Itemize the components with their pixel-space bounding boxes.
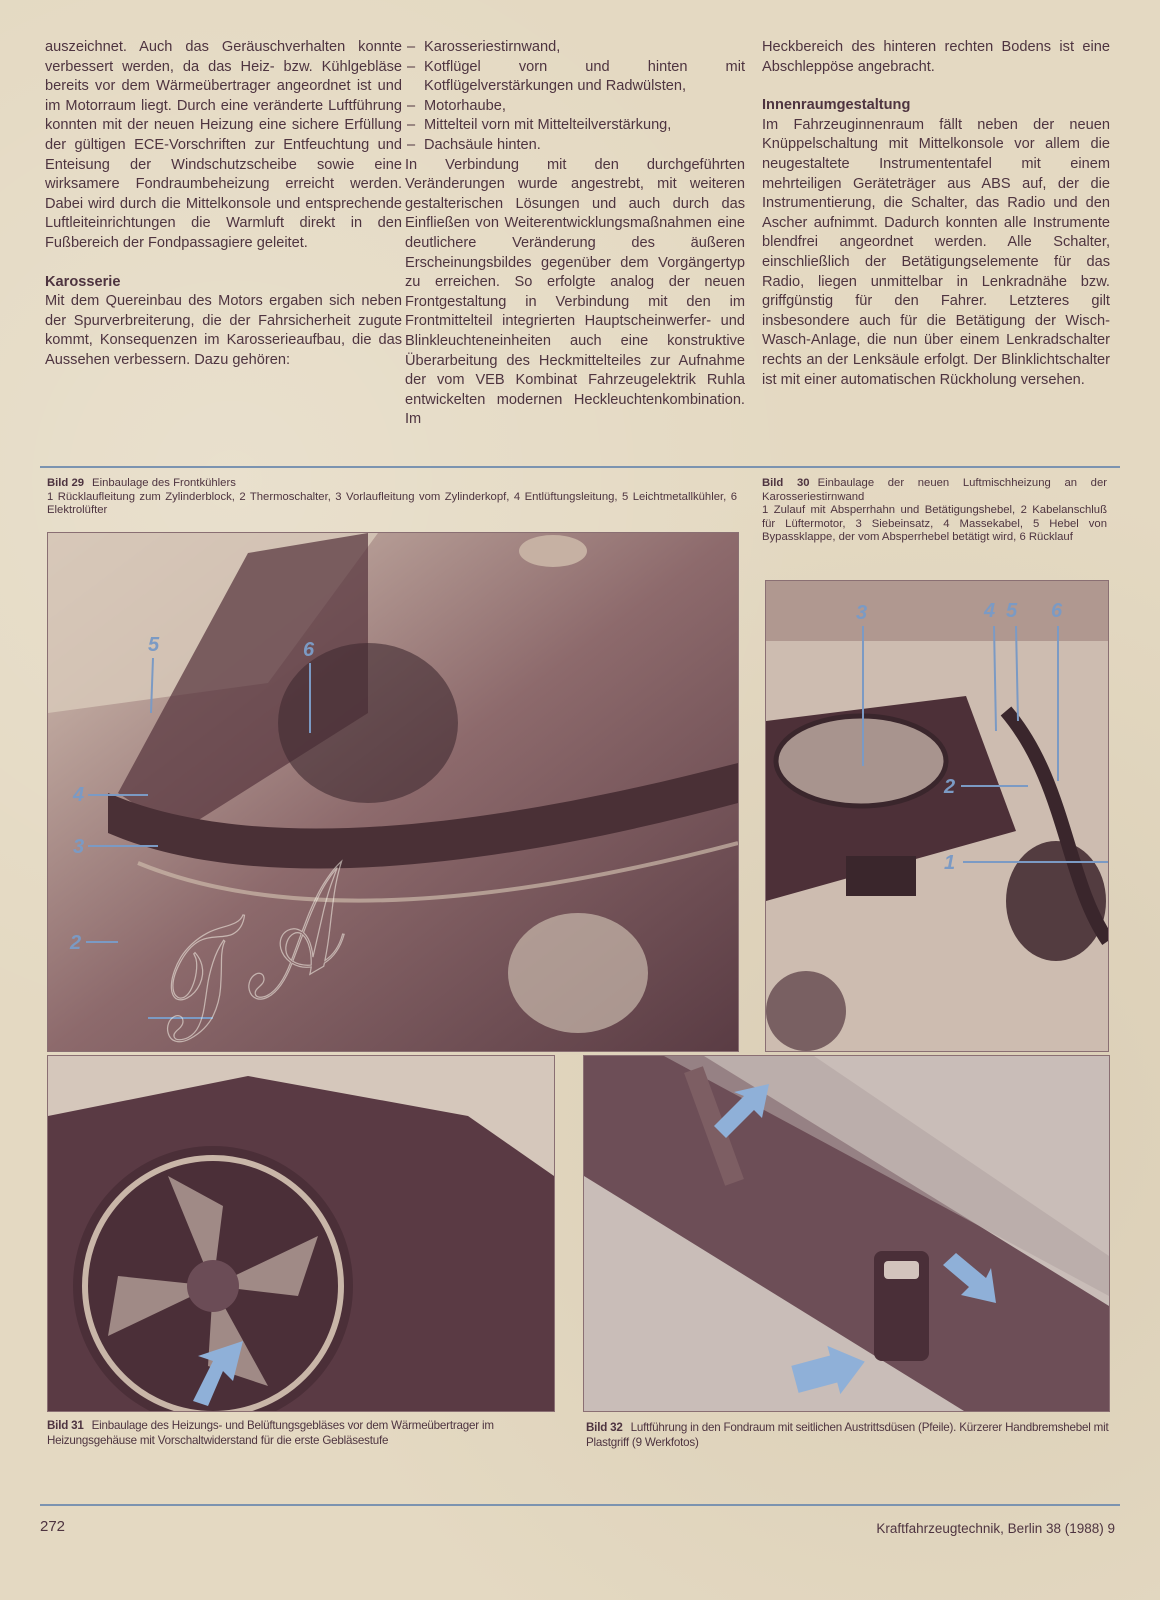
list-item: – Mittelteil vorn mit Mittelteilverstärkung,: [405, 116, 745, 136]
list-item: – Motorhaube,: [405, 97, 745, 117]
section-heading-karosserie: Karosserie: [45, 273, 121, 290]
caption-bild-31: [47, 1418, 557, 1448]
callout-3: 3: [856, 602, 868, 624]
page-number: 272: [40, 1518, 66, 1535]
section-heading-innenraumgestaltung: Innenraumgestaltung: [762, 97, 911, 114]
photo-bild-29-radiator: [47, 532, 739, 1052]
figure-label: Bild 31: [47, 1419, 84, 1432]
figure-label: Bild 29: [47, 477, 85, 489]
figure-title: Einbaulage der neuen Luftmischheizung an der Karosseriestirnwand: [762, 477, 1107, 503]
figure-title: Einbaulage des Heizungs- und Belüftungsgebläses vor dem Wärmeübertrager im Heizungsgehäuse mit Vorschaltwiderstand für die erste Gebläsestufe: [47, 1419, 494, 1447]
paragraph: Mit dem Quereinbau des Motors ergaben sich neben der Spurverbreiterung, die der Fahrsicherheit zugute kommt, Konsequenzen im Karosserieaufbau, die das Aussehen verbessern. Dazu gehören:: [45, 293, 402, 368]
photo-bild-31-fan: [47, 1055, 555, 1412]
list-item: – Dachsäule hinten.: [405, 136, 745, 156]
list-item: – Karosseriestirnwand,: [405, 38, 745, 58]
callout-6: 6: [303, 639, 315, 661]
callout-5: 5: [1006, 600, 1018, 622]
callout-2: 2: [70, 932, 82, 954]
figure-label: Bild 32: [586, 1421, 623, 1434]
figure-legend: 1 Rücklaufleitung zum Zylinderblock, 2 Thermoschalter, 3 Vorlaufleitung vom Zylinderkopf, 4 Entlüftungsleitung, 5 Leichtmetallkühler, 6 Elektrolüfter: [47, 490, 737, 517]
paragraph: Im Fahrzeuginnenraum fällt neben der neuen Knüppelschaltung mit Mittelkonsole vor allem die neugestaltete Instrumententafel mit einem mehrteiligen Geräteträger aus ABS auf, der die Instrumentierung, die Schalter, das Radio und den Ascher aufnimmt. Dadurch konnten alle Instrumente blendfrei angeordnet werden. Alle Schalter, einschließlich der Betätigungselemente für das Radio, liegen unmittelbar in Lenkradnähe bzw. griffgünstig für den Fahrer. Letzteres gilt insbesondere auch für die Betätigung der Wisch-Wasch-Anlage, die nun über einem Lenkradschalter rechts an der Lenksäule erfolgt. Der Blinklichtschalter ist mit einer automatischen Rückholung versehen.: [762, 116, 1110, 388]
paragraph: Heckbereich des hinteren rechten Bodens ist eine Abschleppöse angebracht.: [762, 39, 1110, 75]
text-column-3: [762, 38, 1110, 390]
callout-1: 1: [944, 852, 956, 874]
callout-6: 6: [1051, 600, 1063, 622]
photo-bild-30-heater: [765, 580, 1109, 1052]
text-column-1: [45, 38, 402, 371]
caption-bild-29: [47, 477, 737, 518]
callout-3: 3: [73, 836, 85, 858]
callout-2: 2: [944, 776, 956, 798]
callout-5: 5: [148, 634, 160, 656]
callout-4: 4: [984, 600, 996, 622]
paragraph: In Verbindung mit den durchgeführten Veränderungen wurde angestrebt, mit weiteren gestalterischen Lösungen und auch durch das Einfließen von Weiterentwicklungsmaßnahmen eine deutlichere Veränderung des äußeren Erscheinungsbildes gegenüber dem Vorgängertyp zu erreichen. So erfolgte analog der neuen Frontgestaltung in Verbindung mit den im Frontmittelteil integrierten Hauptscheinwerfer- und Blinkleuchteneinheiten auch eine konstruktive Überarbeitung des Heckmittelteiles zur Aufnahme der vom VEB Kombinat Fahrzeugelektrik Ruhla entwickelten modernen Heckleuchtenkombination. Im: [405, 156, 745, 428]
text-column-2: [405, 38, 745, 430]
figure-title: Luftführung in den Fondraum mit seitlichen Austrittsdüsen (Pfeile). Kürzerer Handbremshebel mit Plastgriff (9 Werkfotos): [586, 1421, 1109, 1449]
caption-bild-32: [586, 1420, 1111, 1450]
list-item: – Kotflügel vorn und hinten mit Kotflügelverstärkungen und Radwülsten,: [405, 58, 745, 97]
figure-legend: 1 Zulauf mit Absperrhahn und Betätigungshebel, 2 Kabelanschluß für Lüftermotor, 3 Siebeinsatz, 4 Massekabel, 5 Hebel von Bypassklappe, der vom Absperrhebel betätigt wird, 6 Rücklauf: [762, 504, 1107, 544]
divider-rule-bottom: [40, 1504, 1120, 1506]
figure-title: Einbaulage des Frontkühlers: [92, 477, 236, 489]
divider-rule-top: [40, 466, 1120, 468]
journal-citation: Kraftfahrzeugtechnik, Berlin 38 (1988) 9: [876, 1521, 1115, 1536]
dash-list: [405, 38, 745, 156]
caption-bild-30: [762, 477, 1107, 545]
callout-4: 4: [73, 784, 85, 806]
figure-label: Bild 30: [762, 477, 810, 489]
paragraph: auszeichnet. Auch das Geräuschverhalten konnte verbessert werden, da das Heiz- bzw. Kühlgebläse bereits vor dem Wärmeübertrager angeordnet ist und im Motorraum liegt. Durch eine veränderte Luftführung konnten mit der neuen Heizung eine sichere Erfüllung der gültigen ECE-Vorschriften zur Entfeuchtung und Enteisung der Windschutzscheibe sowie eine wirksamere Fondraumbeheizung erreicht werden. Dabei wird durch die Mittelkonsole und entsprechende Luftleiteinrichtungen die Warmluft direkt in den Fußbereich der Fondpassagiere geleitet.: [45, 39, 402, 251]
photo-bild-32-rear-air-duct: [583, 1055, 1110, 1412]
